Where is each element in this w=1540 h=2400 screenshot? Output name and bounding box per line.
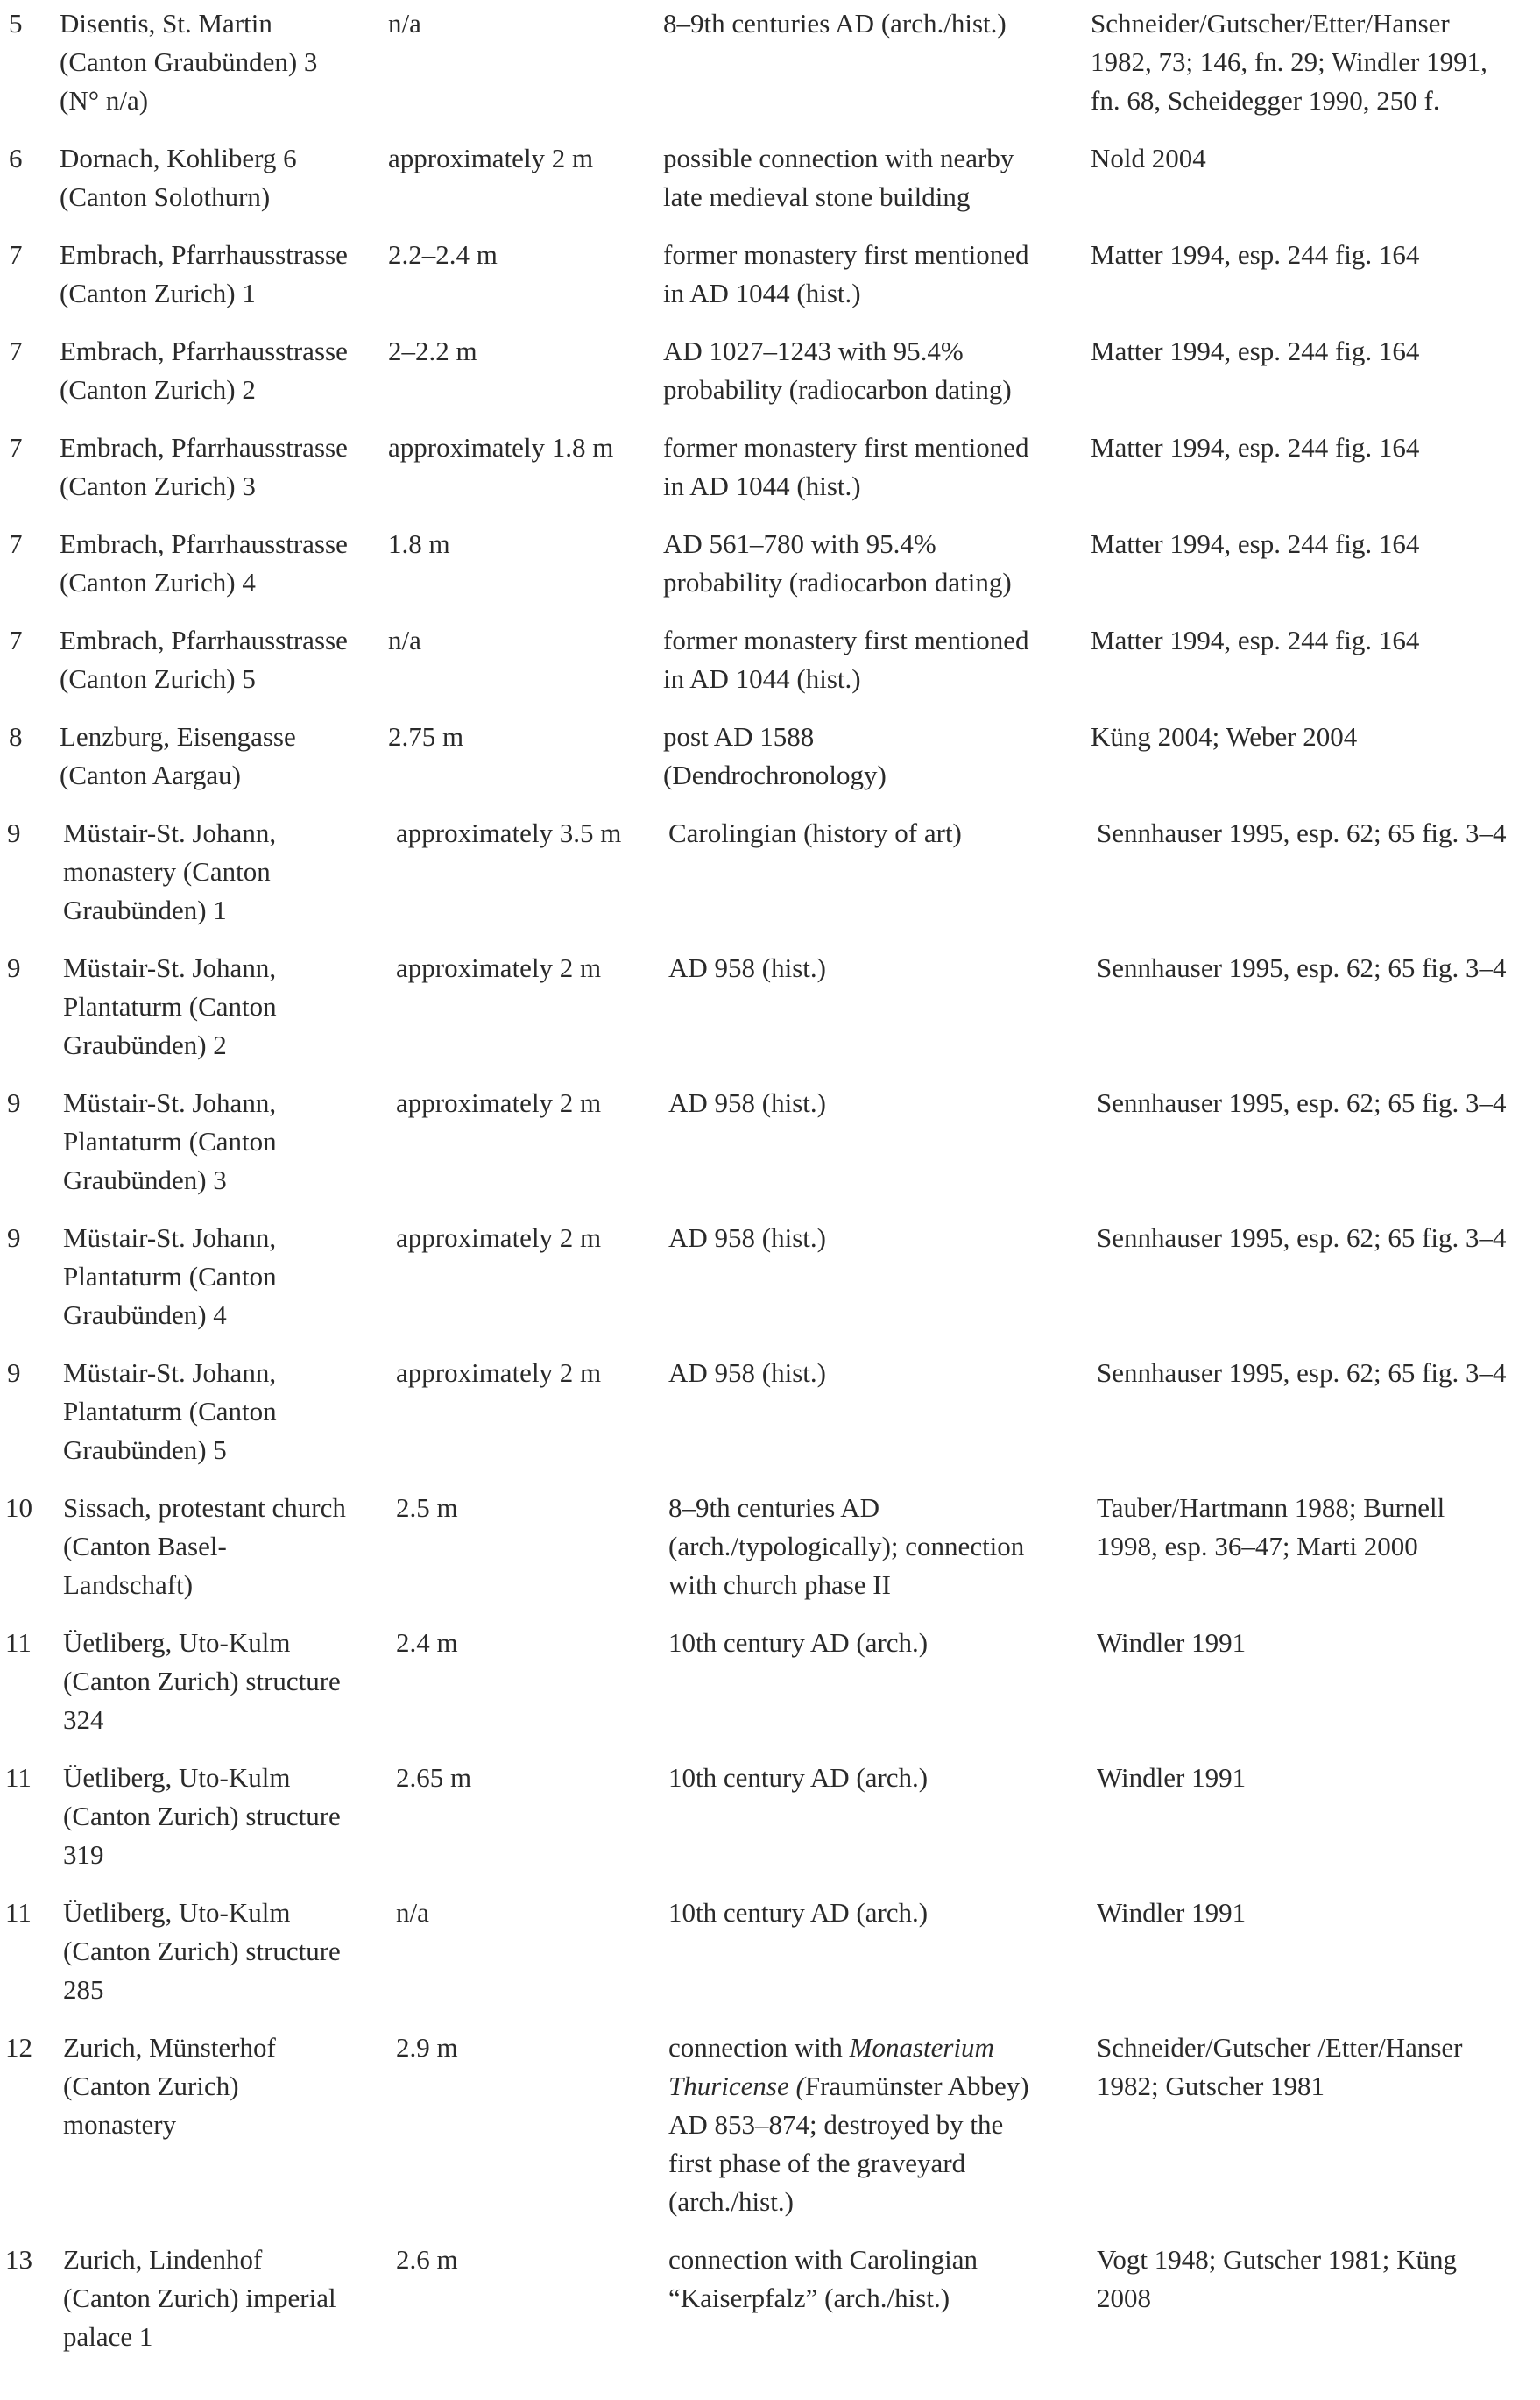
diameter-cell bbox=[396, 814, 621, 853]
site-name-cell bbox=[63, 1084, 277, 1200]
site-name-line: Zurich, Münsterhof bbox=[63, 2032, 276, 2063]
diameter-line: 2.2–2.4 m bbox=[388, 239, 498, 270]
diameter-line: 2.9 m bbox=[396, 2032, 458, 2063]
diameter-cell bbox=[396, 1489, 458, 1527]
site-number: 11 bbox=[5, 1762, 32, 1793]
site-name-cell bbox=[60, 525, 348, 602]
site-number-cell bbox=[9, 428, 23, 467]
site-number-cell bbox=[9, 236, 23, 274]
site-number-cell bbox=[9, 525, 23, 563]
site-number: 9 bbox=[7, 818, 21, 848]
site-name-line: 319 bbox=[63, 1839, 104, 1870]
reference-cell bbox=[1091, 621, 1419, 660]
dating-line: 10th century AD (arch.) bbox=[668, 1897, 929, 1928]
site-name-cell bbox=[60, 428, 348, 506]
site-number-cell bbox=[7, 814, 21, 853]
site-name-line: (Canton Zurich) imperial bbox=[63, 2283, 336, 2313]
reference-line: Matter 1994, esp. 244 fig. 164 bbox=[1091, 336, 1420, 366]
dating-cell bbox=[663, 718, 887, 795]
site-name-cell bbox=[60, 236, 348, 313]
site-name-cell bbox=[63, 814, 276, 930]
dating-cell bbox=[663, 621, 1029, 698]
reference-cell bbox=[1091, 4, 1487, 120]
dating-line: connection with Carolingian bbox=[668, 2244, 978, 2275]
diameter-cell bbox=[396, 1219, 601, 1257]
reference-cell bbox=[1097, 1624, 1246, 1662]
site-name-cell bbox=[63, 1759, 341, 1874]
reference-cell bbox=[1091, 332, 1419, 371]
dating-line: post AD 1588 bbox=[663, 721, 815, 752]
site-name-line: (Canton Zurich) 5 bbox=[60, 663, 256, 694]
dating-cell bbox=[663, 236, 1029, 313]
reference-line: Sennhauser 1995, esp. 62; 65 fig. 3–4 bbox=[1097, 1357, 1507, 1388]
reference-line: Windler 1991 bbox=[1097, 1627, 1247, 1658]
site-number-cell bbox=[5, 1894, 32, 1932]
site-number-cell bbox=[5, 2241, 32, 2279]
site-name-line: (Canton Aargau) bbox=[60, 760, 241, 790]
italic-text: Monasterium bbox=[849, 2032, 994, 2063]
site-name-line: Plantaturm (Canton bbox=[63, 1126, 277, 1157]
site-number: 5 bbox=[9, 8, 23, 39]
site-number: 13 bbox=[5, 2244, 32, 2275]
site-number: 7 bbox=[9, 528, 23, 559]
site-name-line: (Canton Zurich) 1 bbox=[60, 278, 256, 308]
dating-line: AD 853–874; destroyed by the bbox=[668, 2109, 1004, 2140]
dating-line: former monastery first mentioned bbox=[663, 239, 1029, 270]
italic-text: Thuricense ( bbox=[668, 2071, 805, 2101]
reference-line: 1982, 73; 146, fn. 29; Windler 1991, bbox=[1091, 46, 1487, 77]
dating-line: in AD 1044 (hist.) bbox=[663, 663, 861, 694]
site-name-line: (Canton Zurich) bbox=[63, 2071, 239, 2101]
site-name-line: Embrach, Pfarrhausstrasse bbox=[60, 528, 348, 559]
diameter-cell bbox=[396, 1624, 458, 1662]
diameter-cell bbox=[396, 2241, 458, 2279]
reference-line: Schneider/Gutscher/Etter/Hanser bbox=[1091, 8, 1450, 39]
reference-cell bbox=[1091, 236, 1419, 274]
diameter-line: 2.75 m bbox=[388, 721, 464, 752]
site-name-line: Graubünden) 5 bbox=[63, 1434, 227, 1465]
site-name-line: Graubünden) 3 bbox=[63, 1165, 227, 1195]
reference-cell bbox=[1097, 2241, 1457, 2318]
site-name-line: Zurich, Lindenhof bbox=[63, 2244, 263, 2275]
site-name-line: Embrach, Pfarrhausstrasse bbox=[60, 336, 348, 366]
site-name-cell bbox=[60, 718, 296, 795]
dating-line: AD 1027–1243 with 95.4% bbox=[663, 336, 964, 366]
reference-cell bbox=[1097, 1894, 1246, 1932]
site-name-line: (N° n/a) bbox=[60, 85, 149, 116]
site-name-line: Plantaturm (Canton bbox=[63, 1261, 277, 1292]
dating-cell bbox=[663, 428, 1029, 506]
site-name-cell bbox=[63, 1489, 346, 1604]
site-number: 11 bbox=[5, 1897, 32, 1928]
site-name-line: (Canton Zurich) 4 bbox=[60, 567, 256, 598]
diameter-line: approximately 2 m bbox=[396, 1222, 602, 1253]
site-number: 10 bbox=[5, 1492, 32, 1523]
dating-line: in AD 1044 (hist.) bbox=[663, 278, 861, 308]
site-name-line: 324 bbox=[63, 1704, 104, 1735]
dating-line: AD 958 (hist.) bbox=[668, 952, 826, 983]
diameter-line: approximately 3.5 m bbox=[396, 818, 622, 848]
site-name-line: Disentis, St. Martin bbox=[60, 8, 272, 39]
dating-cell bbox=[668, 1354, 826, 1392]
site-name-cell bbox=[60, 332, 348, 409]
dating-line: AD 958 (hist.) bbox=[668, 1087, 826, 1118]
site-number-cell bbox=[7, 1219, 21, 1257]
site-number: 12 bbox=[5, 2032, 32, 2063]
site-number: 8 bbox=[9, 721, 23, 752]
diameter-cell bbox=[388, 4, 421, 43]
site-name-cell bbox=[60, 4, 317, 120]
reference-line: Sennhauser 1995, esp. 62; 65 fig. 3–4 bbox=[1097, 818, 1507, 848]
dating-line: first phase of the graveyard bbox=[668, 2148, 966, 2178]
site-name-cell bbox=[63, 949, 277, 1065]
diameter-cell bbox=[388, 236, 498, 274]
text-segment: connection with bbox=[668, 2032, 850, 2063]
site-name-line: Müstair-St. Johann, bbox=[63, 952, 277, 983]
site-name-cell bbox=[63, 1354, 277, 1469]
reference-cell bbox=[1097, 1219, 1507, 1257]
site-name-cell bbox=[63, 1894, 341, 2009]
reference-cell bbox=[1091, 428, 1419, 467]
diameter-cell bbox=[388, 525, 450, 563]
reference-line: Matter 1994, esp. 244 fig. 164 bbox=[1091, 432, 1420, 463]
site-name-line: (Canton Zurich) 3 bbox=[60, 471, 256, 501]
site-number-cell bbox=[9, 139, 23, 178]
reference-line: Windler 1991 bbox=[1097, 1762, 1247, 1793]
site-name-line: (Canton Zurich) structure bbox=[63, 1801, 341, 1831]
diameter-line: 2.6 m bbox=[396, 2244, 458, 2275]
site-name-line: Dornach, Kohliberg 6 bbox=[60, 143, 297, 173]
diameter-cell bbox=[388, 718, 463, 756]
diameter-cell bbox=[396, 2028, 458, 2067]
reference-cell bbox=[1097, 1354, 1507, 1392]
site-number: 7 bbox=[9, 625, 23, 655]
diameter-line: approximately 2 m bbox=[396, 1087, 602, 1118]
dating-line: (arch./typologically); connection bbox=[668, 1531, 1025, 1561]
reference-line: fn. 68, Scheidegger 1990, 250 f. bbox=[1091, 85, 1440, 116]
site-name-line: Üetliberg, Uto-Kulm bbox=[63, 1897, 291, 1928]
site-number-cell bbox=[7, 1354, 21, 1392]
site-number-cell bbox=[9, 4, 23, 43]
dating-line: 8–9th centuries AD (arch./hist.) bbox=[663, 8, 1007, 39]
site-number-cell bbox=[9, 718, 23, 756]
site-number: 7 bbox=[9, 432, 23, 463]
dating-cell bbox=[668, 1759, 928, 1797]
site-name-line: Sissach, protestant church bbox=[63, 1492, 346, 1523]
diameter-cell bbox=[388, 332, 477, 371]
site-name-line: Graubünden) 4 bbox=[63, 1299, 227, 1330]
dating-line: AD 958 (hist.) bbox=[668, 1222, 826, 1253]
dating-line: possible connection with nearby bbox=[663, 143, 1014, 173]
reference-line: Nold 2004 bbox=[1091, 143, 1206, 173]
reference-line: Sennhauser 1995, esp. 62; 65 fig. 3–4 bbox=[1097, 952, 1507, 983]
site-number-cell bbox=[7, 949, 21, 988]
diameter-line: approximately 1.8 m bbox=[388, 432, 614, 463]
site-name-line: (Canton Graubünden) 3 bbox=[60, 46, 318, 77]
diameter-cell bbox=[388, 621, 421, 660]
diameter-cell bbox=[396, 1354, 601, 1392]
site-name-line: Müstair-St. Johann, bbox=[63, 1357, 277, 1388]
site-number-cell bbox=[5, 2028, 32, 2067]
diameter-line: n/a bbox=[396, 1897, 429, 1928]
dating-line: 10th century AD (arch.) bbox=[668, 1627, 929, 1658]
site-name-line: Üetliberg, Uto-Kulm bbox=[63, 1762, 291, 1793]
reference-line: Matter 1994, esp. 244 fig. 164 bbox=[1091, 528, 1420, 559]
dating-cell bbox=[668, 949, 826, 988]
site-number: 9 bbox=[7, 1357, 21, 1388]
reference-cell bbox=[1097, 814, 1507, 853]
dating-line: AD 561–780 with 95.4% bbox=[663, 528, 936, 559]
site-name-line: (Canton Zurich) structure bbox=[63, 1666, 341, 1696]
dating-line: 8–9th centuries AD bbox=[668, 1492, 880, 1523]
site-number: 7 bbox=[9, 239, 23, 270]
dating-line: probability (radiocarbon dating) bbox=[663, 374, 1012, 405]
dating-line: (Dendrochronology) bbox=[663, 760, 887, 790]
reference-line: 1998, esp. 36–47; Marti 2000 bbox=[1097, 1531, 1418, 1561]
diameter-line: n/a bbox=[388, 625, 421, 655]
site-number: 9 bbox=[7, 952, 21, 983]
reference-cell bbox=[1091, 139, 1206, 178]
reference-cell bbox=[1097, 2028, 1463, 2106]
diameter-line: 2–2.2 m bbox=[388, 336, 477, 366]
site-name-line: Müstair-St. Johann, bbox=[63, 818, 277, 848]
dating-line: (arch./hist.) bbox=[668, 2186, 794, 2217]
dating-line: late medieval stone building bbox=[663, 181, 971, 212]
reference-cell bbox=[1097, 1489, 1445, 1566]
dating-line: former monastery first mentioned bbox=[663, 432, 1029, 463]
dating-cell bbox=[668, 2028, 1029, 2221]
site-name-line: Plantaturm (Canton bbox=[63, 991, 277, 1022]
dating-line: with church phase II bbox=[668, 1569, 891, 1600]
reference-cell bbox=[1097, 1084, 1507, 1122]
site-name-cell bbox=[63, 1219, 277, 1335]
diameter-cell bbox=[396, 1894, 429, 1932]
dating-line: in AD 1044 (hist.) bbox=[663, 471, 861, 501]
diameter-line: 2.65 m bbox=[396, 1762, 472, 1793]
site-name-line: Embrach, Pfarrhausstrasse bbox=[60, 432, 348, 463]
reference-line: 2008 bbox=[1097, 2283, 1151, 2313]
dating-line: probability (radiocarbon dating) bbox=[663, 567, 1012, 598]
diameter-cell bbox=[396, 1084, 601, 1122]
diameter-line: 2.5 m bbox=[396, 1492, 458, 1523]
site-name-line: monastery (Canton bbox=[63, 856, 271, 887]
site-name-line: Landschaft) bbox=[63, 1569, 194, 1600]
reference-line: Schneider/Gutscher /Etter/Hanser bbox=[1097, 2032, 1463, 2063]
site-name-cell bbox=[63, 1624, 341, 1739]
dating-cell bbox=[668, 2241, 978, 2318]
site-number-cell bbox=[5, 1759, 32, 1797]
site-name-line: (Canton Zurich) structure bbox=[63, 1936, 341, 1966]
dating-line: Carolingian (history of art) bbox=[668, 818, 962, 848]
site-number-cell bbox=[9, 621, 23, 660]
diameter-cell bbox=[388, 139, 593, 178]
diameter-line: 2.4 m bbox=[396, 1627, 458, 1658]
dating-cell bbox=[668, 1624, 928, 1662]
reference-line: Matter 1994, esp. 244 fig. 164 bbox=[1091, 625, 1420, 655]
site-name-line: (Canton Solothurn) bbox=[60, 181, 271, 212]
dating-cell bbox=[668, 1894, 928, 1932]
reference-cell bbox=[1097, 1759, 1246, 1797]
diameter-cell bbox=[388, 428, 613, 467]
site-number: 7 bbox=[9, 336, 23, 366]
dating-cell bbox=[663, 332, 1012, 409]
dating-cell bbox=[668, 814, 962, 853]
reference-line: Küng 2004; Weber 2004 bbox=[1091, 721, 1358, 752]
site-name-line: Müstair-St. Johann, bbox=[63, 1087, 277, 1118]
site-number: 9 bbox=[7, 1222, 21, 1253]
dating-cell bbox=[668, 1219, 826, 1257]
site-name-line: monastery bbox=[63, 2109, 177, 2140]
dating-line bbox=[668, 2067, 1029, 2106]
dating-line: “Kaiserpfalz” (arch./hist.) bbox=[668, 2283, 950, 2313]
diameter-cell bbox=[396, 949, 601, 988]
site-number-cell bbox=[7, 1084, 21, 1122]
dating-cell bbox=[663, 139, 1014, 216]
site-name-cell bbox=[60, 621, 348, 698]
dating-cell bbox=[663, 4, 1007, 43]
reference-line: Matter 1994, esp. 244 fig. 164 bbox=[1091, 239, 1420, 270]
diameter-line: approximately 2 m bbox=[396, 952, 602, 983]
diameter-line: 1.8 m bbox=[388, 528, 450, 559]
dating-cell bbox=[668, 1489, 1024, 1604]
site-number: 9 bbox=[7, 1087, 21, 1118]
site-number-cell bbox=[9, 332, 23, 371]
reference-line: Sennhauser 1995, esp. 62; 65 fig. 3–4 bbox=[1097, 1087, 1507, 1118]
dating-cell bbox=[668, 1084, 826, 1122]
diameter-cell bbox=[396, 1759, 471, 1797]
reference-cell bbox=[1097, 949, 1507, 988]
site-name-line: (Canton Zurich) 2 bbox=[60, 374, 256, 405]
site-name-line: palace 1 bbox=[63, 2321, 153, 2352]
site-name-line: Plantaturm (Canton bbox=[63, 1396, 277, 1427]
reference-cell bbox=[1091, 525, 1419, 563]
reference-line: Vogt 1948; Gutscher 1981; Küng bbox=[1097, 2244, 1458, 2275]
diameter-line: approximately 2 m bbox=[388, 143, 594, 173]
reference-line: Windler 1991 bbox=[1097, 1897, 1247, 1928]
site-name-line: (Canton Basel- bbox=[63, 1531, 227, 1561]
diameter-line: n/a bbox=[388, 8, 421, 39]
dating-line: former monastery first mentioned bbox=[663, 625, 1029, 655]
dating-line: AD 958 (hist.) bbox=[668, 1357, 826, 1388]
site-name-line: Graubünden) 1 bbox=[63, 895, 227, 925]
site-name-line: Graubünden) 2 bbox=[63, 1030, 227, 1060]
site-name-line: Müstair-St. Johann, bbox=[63, 1222, 277, 1253]
site-name-cell bbox=[63, 2028, 276, 2144]
site-number: 11 bbox=[5, 1627, 32, 1658]
reference-line: 1982; Gutscher 1981 bbox=[1097, 2071, 1325, 2101]
site-name-line: Üetliberg, Uto-Kulm bbox=[63, 1627, 291, 1658]
site-number: 6 bbox=[9, 143, 23, 173]
diameter-line: approximately 2 m bbox=[396, 1357, 602, 1388]
dating-line bbox=[668, 2028, 1029, 2067]
site-number-cell bbox=[5, 1489, 32, 1527]
reference-line: Tauber/Hartmann 1988; Burnell bbox=[1097, 1492, 1445, 1523]
site-name-line: Embrach, Pfarrhausstrasse bbox=[60, 239, 348, 270]
site-name-line: Lenzburg, Eisengasse bbox=[60, 721, 296, 752]
site-name-cell bbox=[60, 139, 297, 216]
site-name-line: 285 bbox=[63, 1974, 104, 2005]
reference-line: Sennhauser 1995, esp. 62; 65 fig. 3–4 bbox=[1097, 1222, 1507, 1253]
dating-cell bbox=[663, 525, 1012, 602]
site-name-line: Embrach, Pfarrhausstrasse bbox=[60, 625, 348, 655]
dating-line: 10th century AD (arch.) bbox=[668, 1762, 929, 1793]
site-number-cell bbox=[5, 1624, 32, 1662]
reference-cell bbox=[1091, 718, 1357, 756]
site-name-cell bbox=[63, 2241, 336, 2356]
text-segment: Fraumünster Abbey) bbox=[804, 2071, 1029, 2101]
